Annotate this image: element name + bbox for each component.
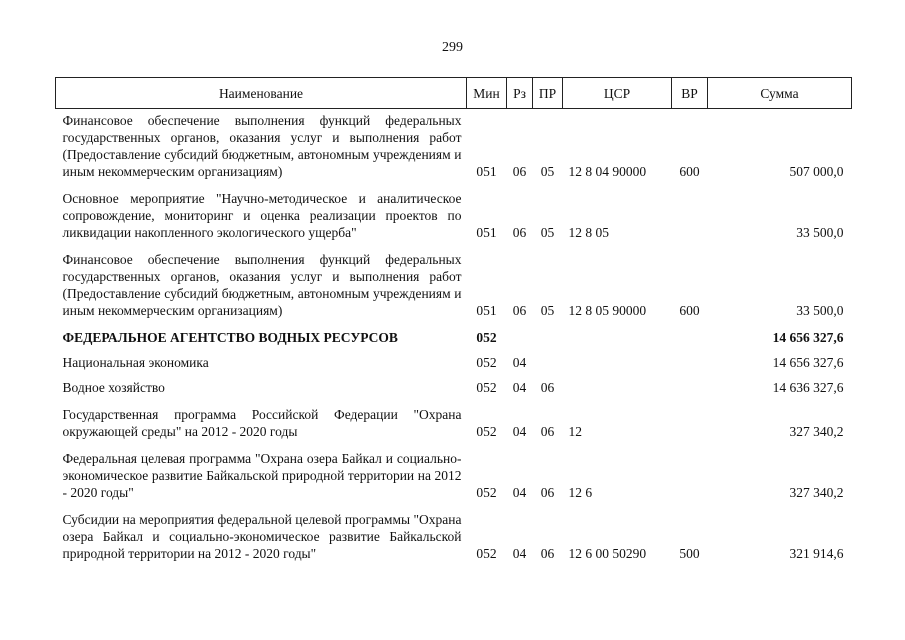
row-min: 051 xyxy=(476,225,497,240)
table-row xyxy=(56,319,852,346)
row-pr: 05 xyxy=(540,225,555,240)
row-sum: 14 636 327,6 xyxy=(772,380,844,395)
row-name: ФЕДЕРАЛЬНОЕ АГЕНТСТВО ВОДНЫХ РЕСУРСОВ xyxy=(62,330,398,345)
table-header-row xyxy=(56,78,852,109)
row-min: 052 xyxy=(476,485,497,500)
row-min: 051 xyxy=(476,164,497,179)
row-vr xyxy=(672,396,708,440)
row-rz: 06 xyxy=(512,225,527,240)
row-min: 052 xyxy=(476,546,497,561)
row-min: 052 xyxy=(476,330,497,345)
row-rz xyxy=(507,319,533,346)
row-csr xyxy=(563,371,672,396)
row-csr xyxy=(563,319,672,346)
row-min: 052 xyxy=(476,355,497,370)
table-row xyxy=(56,346,852,371)
header-rz: Рз xyxy=(507,78,533,109)
row-vr xyxy=(672,440,708,501)
row-rz: 04 xyxy=(512,380,527,395)
row-min: 052 xyxy=(476,424,497,439)
row-csr: 12 8 04 90000 xyxy=(568,164,647,179)
row-pr: 06 xyxy=(540,424,555,439)
header-min: Мин xyxy=(467,78,507,109)
row-name: Федеральная целевая программа "Охрана озера Байкал и социально-экономическое развитие Байкальской природной территории на 2012 - 2020 годы" xyxy=(62,451,462,500)
row-name: Основное мероприятие "Научно-методическое и аналитическое сопровождение, мониторинг и оценка реализации проектов по ликвидации накопленного экологического ущерба" xyxy=(62,191,462,240)
row-sum: 14 656 327,6 xyxy=(772,330,844,345)
table-row xyxy=(56,241,852,319)
row-sum: 327 340,2 xyxy=(789,485,844,500)
row-pr: 05 xyxy=(540,303,555,318)
row-csr: 12 8 05 xyxy=(568,225,609,240)
row-sum: 327 340,2 xyxy=(789,424,844,439)
row-pr: 06 xyxy=(540,546,555,561)
table-row xyxy=(56,371,852,396)
row-csr xyxy=(563,346,672,371)
table-row xyxy=(56,440,852,501)
row-rz: 04 xyxy=(512,424,527,439)
row-sum: 33 500,0 xyxy=(796,303,844,318)
row-pr: 05 xyxy=(540,164,555,179)
row-vr xyxy=(672,319,708,346)
budget-table xyxy=(55,77,852,562)
row-rz: 06 xyxy=(512,164,527,179)
row-rz: 06 xyxy=(512,303,527,318)
row-vr: 600 xyxy=(679,303,700,318)
row-vr: 600 xyxy=(679,164,700,179)
header-name: Наименование xyxy=(56,78,467,109)
table-row xyxy=(56,501,852,562)
row-vr xyxy=(672,180,708,241)
header-sum: Сумма xyxy=(708,78,852,109)
row-sum: 507 000,0 xyxy=(789,164,844,179)
row-sum: 14 656 327,6 xyxy=(772,355,844,370)
row-pr xyxy=(533,346,563,371)
row-csr: 12 xyxy=(568,424,582,439)
row-name: Водное хозяйство xyxy=(62,380,165,395)
row-rz: 04 xyxy=(512,355,527,370)
row-vr xyxy=(672,371,708,396)
row-pr: 06 xyxy=(540,380,555,395)
header-vr: ВР xyxy=(672,78,708,109)
table-row xyxy=(56,396,852,440)
row-name: Субсидии на мероприятия федеральной целевой программы "Охрана озера Байкал и социально-экономическое развитие Байкальской природной территории на 2012 - 2020 годы" xyxy=(62,512,462,561)
row-rz: 04 xyxy=(512,546,527,561)
row-sum: 33 500,0 xyxy=(796,225,844,240)
row-name: Национальная экономика xyxy=(62,355,209,370)
row-csr: 12 8 05 90000 xyxy=(568,303,647,318)
row-csr: 12 6 00 50290 xyxy=(568,546,647,561)
header-pr: ПР xyxy=(533,78,563,109)
row-name: Государственная программа Российской Федерации "Охрана окружающей среды" на 2012 - 2020 годы xyxy=(62,407,462,439)
row-sum: 321 914,6 xyxy=(789,546,844,561)
table-row xyxy=(56,109,852,181)
row-rz: 04 xyxy=(512,485,527,500)
row-pr: 06 xyxy=(540,485,555,500)
row-name: Финансовое обеспечение выполнения функций федеральных государственных органов, оказания услуг и выполнения работ (Предоставление субсидий бюджетным, автономным учреждениям и иным некоммерческим организациям) xyxy=(62,113,462,179)
row-vr xyxy=(672,346,708,371)
table-row xyxy=(56,180,852,241)
row-pr xyxy=(533,319,563,346)
row-name: Финансовое обеспечение выполнения функций федеральных государственных органов, оказания услуг и выполнения работ (Предоставление субсидий бюджетным, автономным учреждениям и иным некоммерческим организациям) xyxy=(62,252,462,318)
page-number: 299 xyxy=(442,40,463,55)
row-csr: 12 6 xyxy=(568,485,593,500)
header-csr: ЦСР xyxy=(563,78,672,109)
row-min: 052 xyxy=(476,380,497,395)
row-vr: 500 xyxy=(679,546,700,561)
row-min: 051 xyxy=(476,303,497,318)
